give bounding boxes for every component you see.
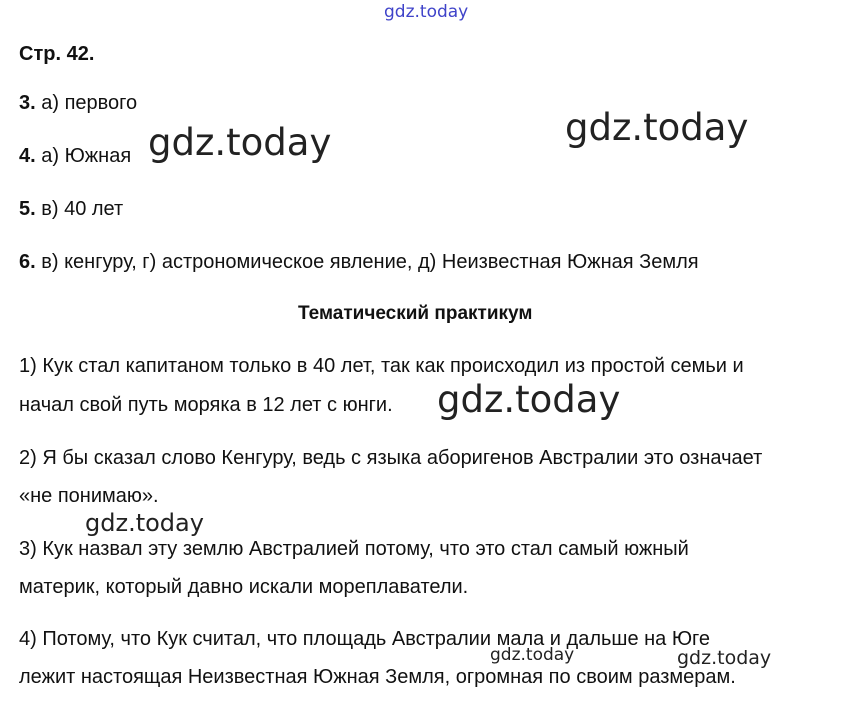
answer-4 <box>19 145 131 168</box>
answer-text: в) 40 лет <box>35 198 124 220</box>
watermark: gdz.today <box>677 647 772 669</box>
page-label: Стр. 42. <box>19 43 95 65</box>
watermark: gdz.today <box>437 378 621 421</box>
answer-3 <box>19 92 137 115</box>
paragraph-line: лежит настоящая Неизвестная Южная Земля, огромная по своим размерам. <box>19 666 736 688</box>
answer-number: 5. <box>19 198 36 220</box>
watermark: gdz.today <box>85 509 204 537</box>
answer-text: а) первого <box>35 92 138 114</box>
paragraph-line: 1) Кук стал капитаном только в 40 лет, так как происходил из простой семьи и <box>19 355 744 377</box>
answer-text: а) Южная <box>35 145 132 167</box>
answer-6 <box>19 251 699 274</box>
watermark: gdz.today <box>148 121 332 164</box>
answer-number: 4. <box>19 145 36 167</box>
answer-text: в) кенгуру, г) астрономическое явление, д) Неизвестная Южная Земля <box>35 251 699 273</box>
answer-number: 3. <box>19 92 36 114</box>
paragraph-line: 3) Кук назвал эту землю Австралией потому, что это стал самый южный <box>19 538 689 560</box>
paragraph-line: материк, который давно искали мореплаватели. <box>19 576 469 598</box>
answer-number: 6. <box>19 251 36 273</box>
watermark: gdz.today <box>384 2 469 22</box>
paragraph-line: 4) Потому, что Кук считал, что площадь Австралии мала и дальше на Юге <box>19 628 711 650</box>
paragraph-line: «не понимаю». <box>19 485 159 507</box>
answer-5 <box>19 198 123 221</box>
paragraph-line: начал свой путь моряка в 12 лет с юнги. <box>19 394 393 416</box>
watermark: gdz.today <box>490 645 575 665</box>
section-title: Тематический практикум <box>298 303 533 324</box>
paragraph-line: 2) Я бы сказал слово Кенгуру, ведь с языка аборигенов Австралии это означает <box>19 447 763 469</box>
watermark: gdz.today <box>565 106 749 149</box>
